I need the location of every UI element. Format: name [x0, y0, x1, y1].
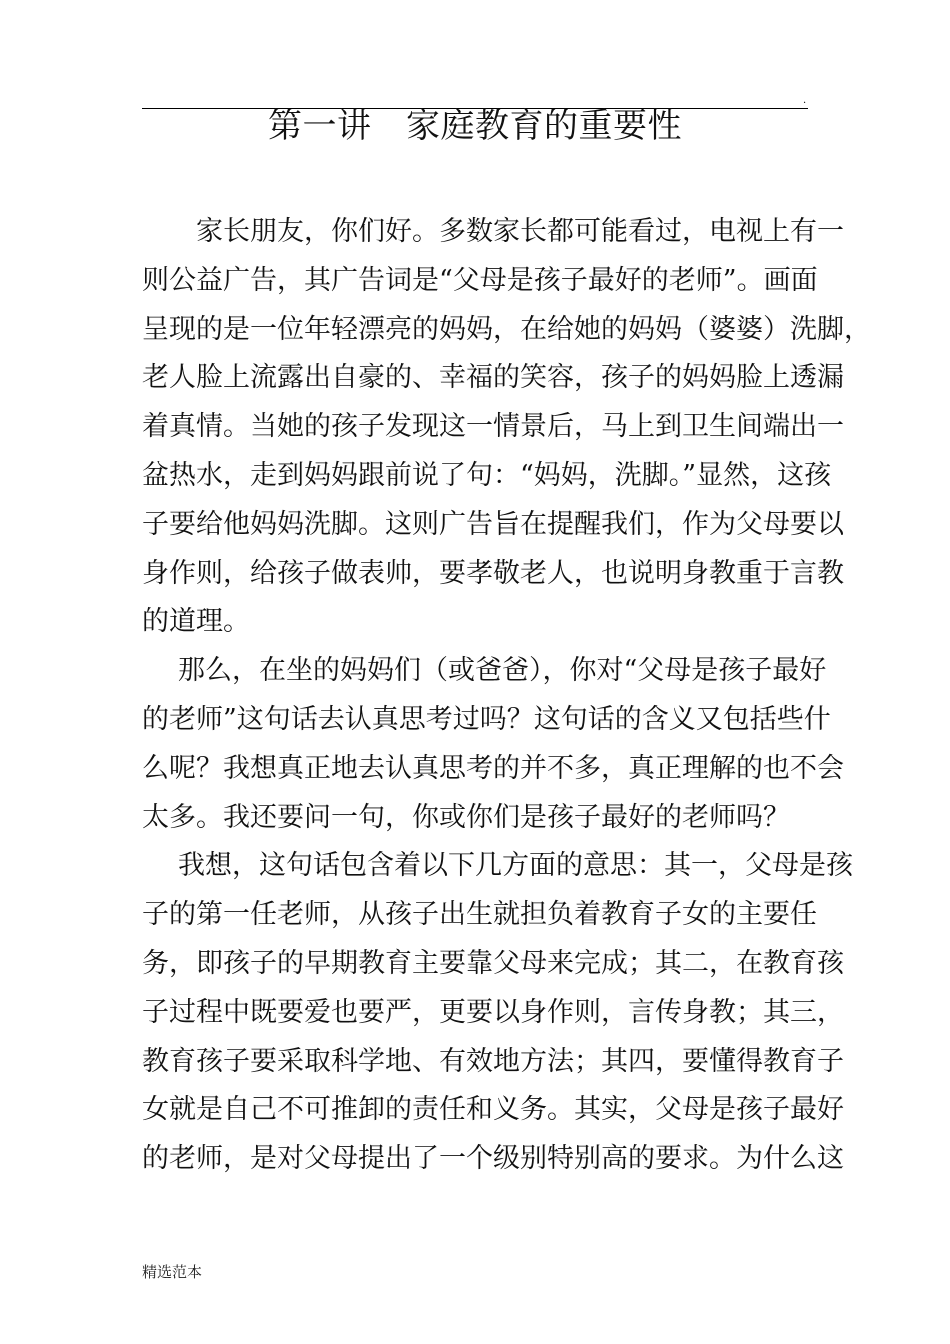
- paragraph-line: 的老师，是对父母提出了一个级别特别高的要求。为什么这: [142, 1143, 844, 1175]
- paragraph-line: 的道理。: [142, 606, 250, 638]
- body-text: [142, 208, 871, 1184]
- paragraph-line: 太多。我还要问一句，你或你们是孩子最好的老师吗？: [142, 801, 790, 833]
- paragraph-line: 我想，这句话包含着以下几方面的意思：其一，父母是孩: [178, 850, 853, 882]
- footer-label: 精选范本: [142, 1263, 203, 1281]
- paragraph-line: 呈现的是一位年轻漂亮的妈妈，在给她的妈妈（婆婆）洗脚，: [142, 313, 871, 345]
- paragraph-line: 子要给他妈妈洗脚。这则广告旨在提醒我们，作为父母要以: [142, 508, 844, 540]
- paragraph-line: 的老师”这句话去认真思考过吗？这句话的含义又包括些什: [142, 703, 831, 735]
- paragraph-line: 子的第一任老师，从孩子出生就担负着教育子女的主要任: [142, 899, 817, 931]
- paragraph-line: 务，即孩子的早期教育主要靠父母来完成；其二，在教育孩: [142, 947, 844, 979]
- paragraph-line: 子过程中既要爱也要严，更要以身作则，言传身教；其三，: [142, 996, 844, 1028]
- paragraph-line: 家长朋友，你们好。多数家长都可能看过，电视上有一: [196, 216, 844, 247]
- paragraph-line: 则公益广告，其广告词是“父母是孩子最好的老师”。画面: [142, 264, 818, 296]
- paragraph-line: 着真情。当她的孩子发现这一情景后，马上到卫生间端出一: [142, 411, 844, 443]
- paragraph-line: 么呢？我想真正地去认真思考的并不多，真正理解的也不会: [142, 752, 844, 784]
- paragraph-line: 老人脸上流露出自豪的、幸福的笑容，孩子的妈妈脸上透漏: [142, 362, 844, 394]
- paragraph-line: 女就是自己不可推卸的责任和义务。其实，父母是孩子最好: [142, 1094, 844, 1126]
- paragraph-line: 那么，在坐的妈妈们（或爸爸），你对“父母是孩子最好: [178, 655, 827, 687]
- paragraph-line: 教育孩子要采取科学地、有效地方法；其四，要懂得教育子: [142, 1045, 844, 1077]
- paragraph-line: 盆热水，走到妈妈跟前说了句：“妈妈，洗脚。”显然，这孩: [142, 459, 832, 491]
- paragraph-line: 身作则，给孩子做表帅，要孝敬老人，也说明身教重于言教: [142, 557, 844, 589]
- page-title: 第一讲 家庭教育的重要性: [268, 106, 682, 146]
- header-mark: .: [803, 95, 807, 106]
